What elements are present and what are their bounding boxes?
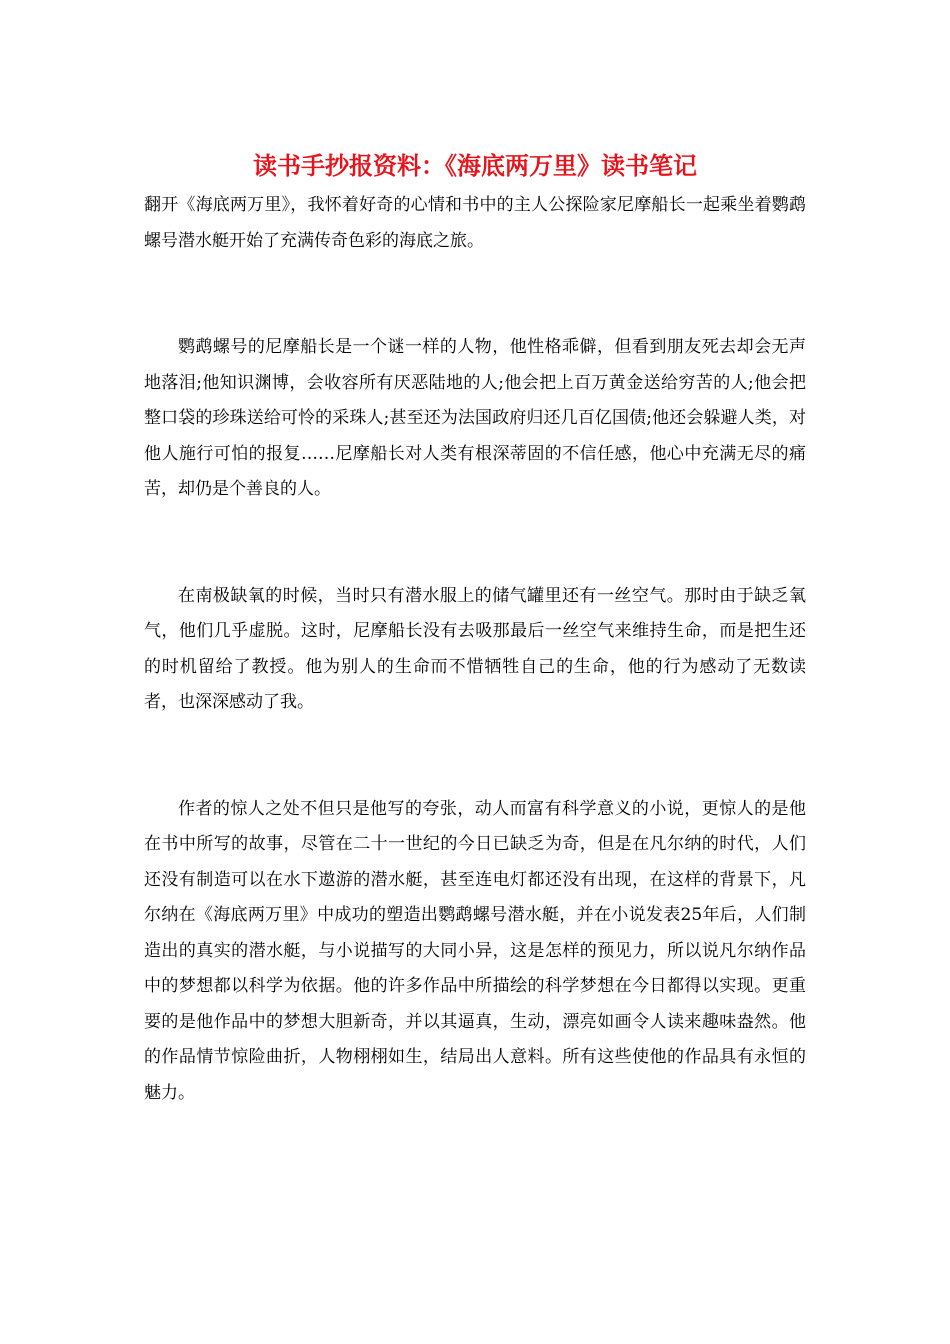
document-title: 读书手抄报资料：《海底两万里》读书笔记: [253, 151, 697, 180]
paragraph-spacer: [144, 721, 806, 792]
paragraph-author: 作者的惊人之处不但只是他写的夸张，动人而富有科学意义的小说，更惊人的是他在书中所写的故事，尽管在二十一世纪的今日已缺乏为奇，但是在凡尔纳的时代，人们还没有制造可以在水下遨游的潜水艇，甚至连电灯都还没有出现，在这样的背景下，凡尔纳在《海底两万里》中成功的塑造出鹦鹉螺号潜水艇，并在小说发表25年后，人们制造出的真实的潜水艇，与小说描写的大同小异，这是怎样的预见力，所以说凡尔纳作品中的梦想都以科学为依据。他的许多作品中所描绘的科学梦想在今日都得以实现。更重要的是他作品中的梦想大胆新奇，并以其逼真，生动，漂亮如画令人读来趣味盎然。他的作品情节惊险曲折，人物栩栩如生，结局出人意料。所有这些使他的作品具有永恒的魅力。: [144, 798, 806, 1103]
paragraph-intro: 翻开《海底两万里》，我怀着好奇的心情和书中的主人公探险家尼摩船长一起乘坐着鹦鹉螺号潜水艇开始了充满传奇色彩的海底之旅。: [144, 195, 806, 251]
paragraph-spacer: [144, 508, 806, 579]
paragraph-captain-nemo: 鹦鹉螺号的尼摩船长是一个谜一样的人物，他性格乖僻，但看到朋友死去却会无声地落泪;他知识渊博，会收容所有厌恶陆地的人;他会把上百万黄金送给穷苦的人;他会把整口袋的珍珠送给可怜的采珠人;甚至还为法国政府归还几百亿国债;他还会躲避人类，对他人施行可怕的报复……尼摩船长对人类有根深蒂固的不信任感，他心中充满无尽的痛苦，却仍是个善良的人。: [144, 337, 806, 499]
paragraph-spacer: [144, 259, 806, 330]
paragraph-antarctic: 在南极缺氧的时候，当时只有潜水服上的储气罐里还有一丝空气。那时由于缺乏氧气，他们几乎虚脱。这时，尼摩船长没有去吸那最后一丝空气来维持生命，而是把生还的时机留给了教授。他为别人的生命而不惜牺牲自己的生命，他的行为感动了无数读者，也深深感动了我。: [144, 585, 806, 712]
document-body: [144, 148, 806, 1111]
